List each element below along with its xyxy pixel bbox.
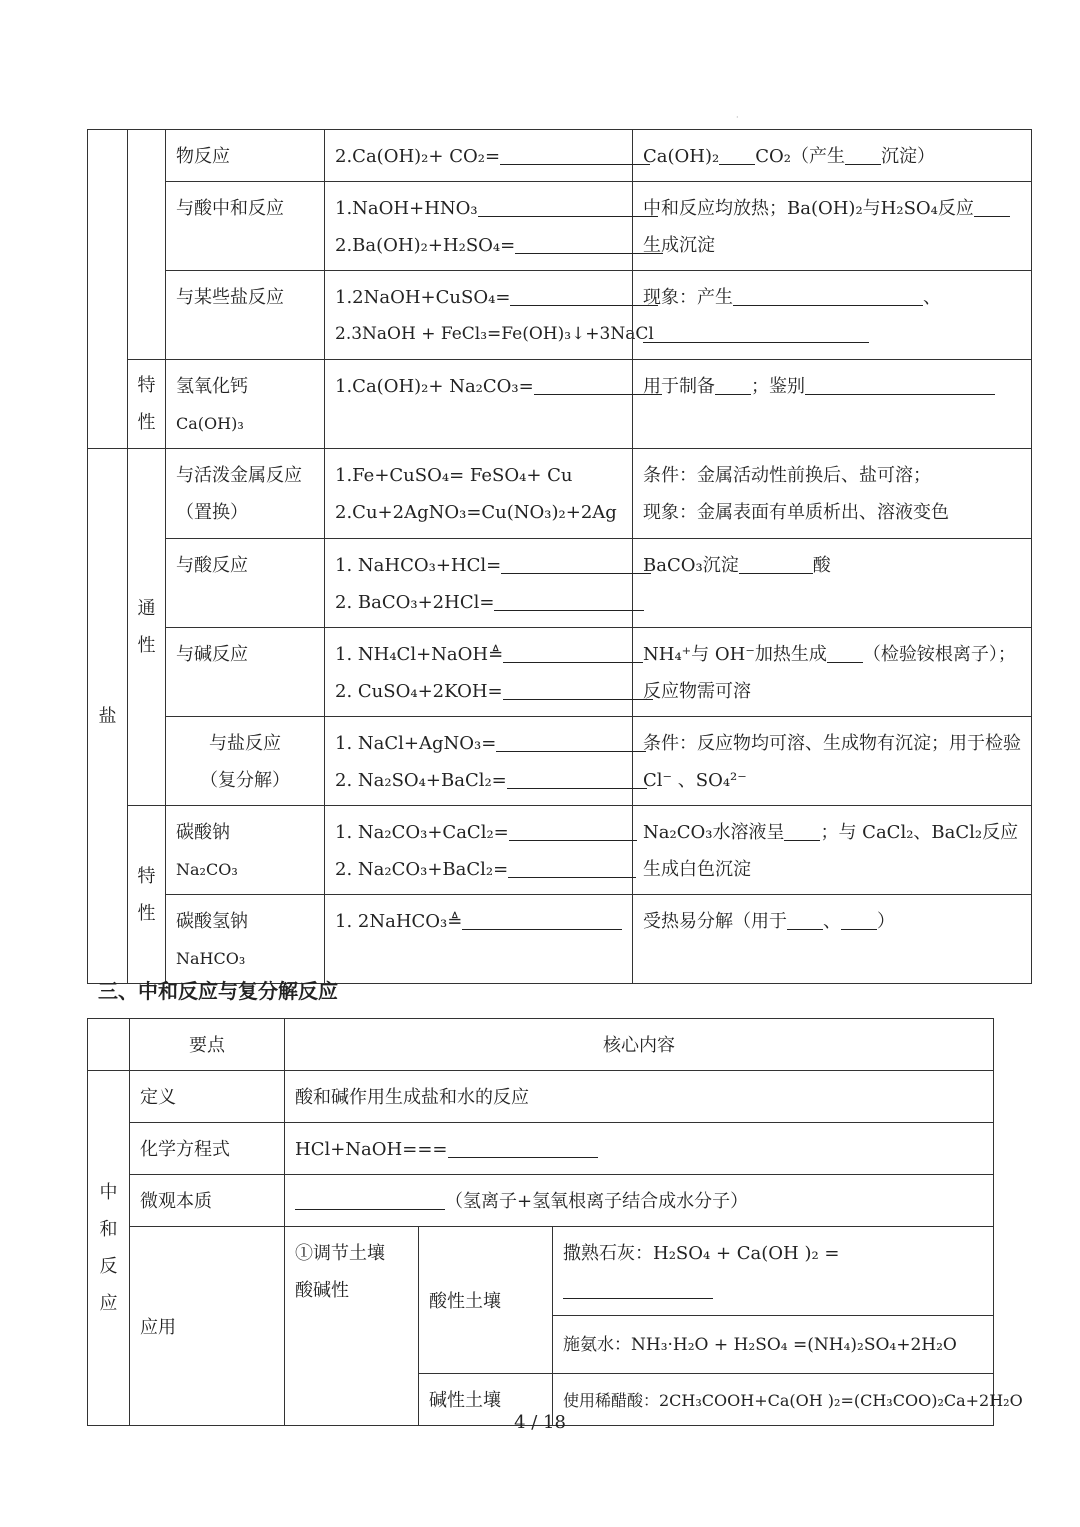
equation-text: 1. Na₂CO₃+CaCl₂= [335, 822, 509, 843]
answer-blank [510, 287, 658, 306]
topic-cell [166, 130, 325, 182]
topic-formula: Na₂CO₃ [176, 860, 238, 879]
chemistry-properties-table [87, 129, 1032, 984]
note-text: CO₂（产生 [755, 146, 845, 167]
general-label: 通性 [137, 598, 156, 656]
answer-blank [448, 1139, 598, 1158]
equation-label: 化学方程式 [140, 1139, 230, 1160]
equation-cell [325, 628, 633, 717]
equation-text: 1.Ca(OH)₂+ Na₂CO₃= [335, 376, 534, 397]
note-text: BaCO₃沉淀 [643, 555, 739, 576]
equation-cell [325, 806, 633, 895]
base-general-label-cell [128, 130, 166, 360]
note-cell [633, 449, 1032, 539]
equation-text: 1. 2NaHCO₃≜ [335, 911, 463, 932]
answer-blank [509, 822, 637, 841]
label-cell [130, 1175, 285, 1227]
equation-text: 2. BaCO₃+2HCl= [335, 592, 495, 613]
note-text: Na₂CO₃水溶液呈 [643, 822, 785, 843]
note-text: 酸 [812, 555, 831, 576]
note-cell [633, 895, 1032, 984]
essence-label: 微观本质 [140, 1191, 212, 1212]
acid-eq-cell [553, 1227, 994, 1316]
answer-blank [787, 911, 823, 930]
topic-formula: Ca(OH)₃ [176, 414, 244, 433]
equation-text: 2.Cu+2AgNO₃=Cu(NO₃)₂+2Ag [335, 502, 617, 523]
answer-blank [295, 1191, 445, 1210]
answer-blank [515, 235, 663, 254]
equation-text: 1.NaOH+HNO₃ [335, 198, 478, 219]
note-text: NH₄⁺与 OH⁻加热生成 [643, 644, 827, 665]
general-label-cell [128, 449, 166, 806]
topic-cell [166, 895, 325, 984]
special-label-cell [128, 360, 166, 449]
topic-cell [166, 360, 325, 449]
salt-label-cell [88, 449, 128, 984]
equation-value: HCl+NaOH=== [295, 1139, 448, 1160]
topic-text: 与酸中和反应 [176, 198, 284, 219]
definition-label: 定义 [140, 1087, 176, 1108]
acid-eq-text: 施氨水：NH₃·H₂O + H₂SO₄ =(NH₄)₂SO₄+2H₂O [563, 1335, 957, 1355]
equation-text: 2. Na₂CO₃+BaCl₂= [335, 859, 509, 880]
note-text: ；与 CaCl₂、BaCl₂反应生成白色沉淀 [643, 822, 1019, 880]
equation-text: 1.Fe+CuSO₄= FeSO₄+ Cu [335, 465, 573, 486]
header-cell [130, 1019, 285, 1071]
value-cell [285, 1175, 994, 1227]
topic-cell [166, 449, 325, 539]
equation-cell [325, 449, 633, 539]
topic-cell [166, 539, 325, 628]
equation-cell [325, 895, 633, 984]
section-3-title: 三、中和反应与复分解反应 [98, 979, 338, 1003]
alkali-soil-label: 碱性土壤 [429, 1390, 501, 1411]
note-text: ） [877, 911, 895, 932]
application-sub-text: 酸碱性 [295, 1280, 349, 1301]
base-section-label-cell [88, 130, 128, 449]
equation-text: 1. NaHCO₃+HCl= [335, 555, 502, 576]
note-text: 现象：金属表面有单质析出、溶液变色 [643, 502, 949, 523]
topic-text: 与活泼金属反应（置换） [176, 465, 302, 523]
special-label: 特性 [137, 865, 156, 924]
answer-blank [974, 198, 1010, 217]
topic-text: 与盐反应 [209, 733, 281, 754]
value-cell [285, 1123, 994, 1175]
salt-special-label-cell [128, 806, 166, 984]
equation-text: 2. Na₂SO₄+BaCl₂= [335, 770, 507, 791]
note-text: 、 [923, 287, 941, 308]
essence-value: （氢离子+氢氧根离子结合成水分子） [445, 1191, 749, 1212]
acid-eq-text: 撒熟石灰：H₂SO₄ + Ca(OH )₂ = [563, 1243, 840, 1264]
note-text: 用于制备 [643, 376, 715, 397]
definition-value: 酸和碱作用生成盐和水的反应 [295, 1087, 529, 1108]
topic-text: 碳酸钠 [176, 822, 230, 843]
note-text: Ca(OH)₂ [643, 146, 720, 167]
alkali-eq-text: 使用稀醋酸：2CH₃COOH+Ca(OH )₂=(CH₃COO)₂Ca+2H₂O [563, 1391, 1023, 1410]
topic-text: （复分解） [200, 770, 290, 791]
note-text: ；鉴别 [751, 376, 805, 397]
note-text: （检验铵根离子）；反应物需可溶 [643, 644, 1016, 702]
answer-blank [719, 146, 755, 165]
equation-cell [325, 182, 633, 271]
answer-blank [739, 555, 813, 574]
acid-soil-cell [419, 1227, 553, 1374]
equation-text: 2.Ba(OH)₂+H₂SO₄= [335, 235, 516, 256]
answer-blank [643, 324, 869, 343]
answer-blank [841, 911, 877, 930]
topic-cell [166, 717, 325, 806]
equation-text: 2.3NaOH + FeCl₃=Fe(OH)₃↓+3NaCl [335, 324, 654, 344]
scan-speck: · [736, 113, 739, 122]
page-number: 4 / 18 [514, 1412, 566, 1433]
equation-text: 1. NH₄Cl+NaOH≜ [335, 644, 504, 665]
note-cell [633, 539, 1032, 628]
label-cell [130, 1227, 285, 1426]
topic-formula: NaHCO₃ [176, 949, 246, 968]
note-text: 条件：金属活动性前换后、盐可溶； [643, 465, 931, 486]
answer-blank [507, 770, 647, 789]
answer-blank [715, 376, 751, 395]
neutralization-table [87, 1018, 1023, 1426]
note-cell [633, 806, 1032, 895]
note-cell [633, 717, 1032, 806]
group-label-cell [88, 1071, 130, 1426]
equation-text: 2. CuSO₄+2KOH= [335, 681, 503, 702]
equation-text: 1. NaCl+AgNO₃= [335, 733, 497, 754]
value-cell [285, 1071, 994, 1123]
salt-label: 盐 [98, 705, 117, 727]
acid-soil-label: 酸性土壤 [429, 1290, 501, 1312]
header-cell [285, 1019, 994, 1071]
topic-cell [166, 271, 325, 360]
answer-blank [508, 859, 636, 878]
note-cell [633, 628, 1032, 717]
note-text: 现象：产生 [643, 287, 733, 308]
header-points: 要点 [189, 1035, 225, 1056]
acid-eq-cell [553, 1316, 994, 1374]
label-cell [130, 1071, 285, 1123]
group-label: 中和反应 [99, 1182, 118, 1314]
application-label: 应用 [140, 1316, 176, 1338]
equation-text: 2.Ca(OH)₂+ CO₂= [335, 146, 501, 167]
note-cell [633, 130, 1032, 182]
equation-cell [325, 539, 633, 628]
topic-text: 与酸反应 [176, 555, 248, 576]
note-text: 受热易分解（用于 [643, 911, 787, 932]
topic-text: 与碱反应 [176, 644, 248, 665]
topic-cell [166, 806, 325, 895]
answer-blank [784, 822, 820, 841]
answer-blank [805, 376, 995, 395]
header-empty-cell [88, 1019, 130, 1071]
topic-text: 物反应 [176, 146, 230, 167]
special-label: 特性 [137, 375, 156, 433]
note-text: 中和反应均放热；Ba(OH)₂与H₂SO₄反应 [643, 198, 974, 219]
answer-blank [478, 198, 658, 217]
equation-cell [325, 271, 654, 360]
equation-text: 1.2NaOH+CuSO₄= [335, 287, 511, 308]
header-core-content: 核心内容 [603, 1035, 675, 1056]
answer-blank [503, 681, 653, 700]
note-cell [633, 182, 1032, 271]
topic-cell [166, 628, 325, 717]
answer-blank [845, 146, 881, 165]
application-sub-text: ①调节土壤 [295, 1243, 385, 1264]
answer-blank [503, 644, 643, 663]
application-sub-cell [285, 1227, 419, 1426]
note-text: 、 [823, 911, 841, 932]
answer-blank [496, 733, 646, 752]
label-cell [130, 1123, 285, 1175]
answer-blank [501, 555, 651, 574]
answer-blank [462, 911, 622, 930]
topic-text: 与某些盐反应 [176, 287, 284, 308]
equation-cell [325, 130, 633, 182]
topic-cell [166, 182, 325, 271]
answer-blank [733, 287, 923, 306]
note-text: 生成沉淀 [643, 235, 715, 256]
note-cell [633, 271, 1032, 360]
equation-cell [325, 717, 633, 806]
answer-blank [494, 592, 644, 611]
answer-blank [500, 146, 650, 165]
answer-blank [563, 1280, 713, 1299]
equation-cell [325, 360, 633, 449]
note-text: 条件：反应物均可溶、生成物有沉淀；用于检验 Cl⁻ 、SO₄²⁻ [643, 733, 1021, 791]
topic-text: 氢氧化钙 [176, 376, 248, 397]
topic-text: 碳酸氢钠 [176, 911, 248, 932]
note-text: 沉淀） [880, 146, 935, 167]
note-cell [633, 360, 1032, 449]
answer-blank [827, 644, 863, 663]
